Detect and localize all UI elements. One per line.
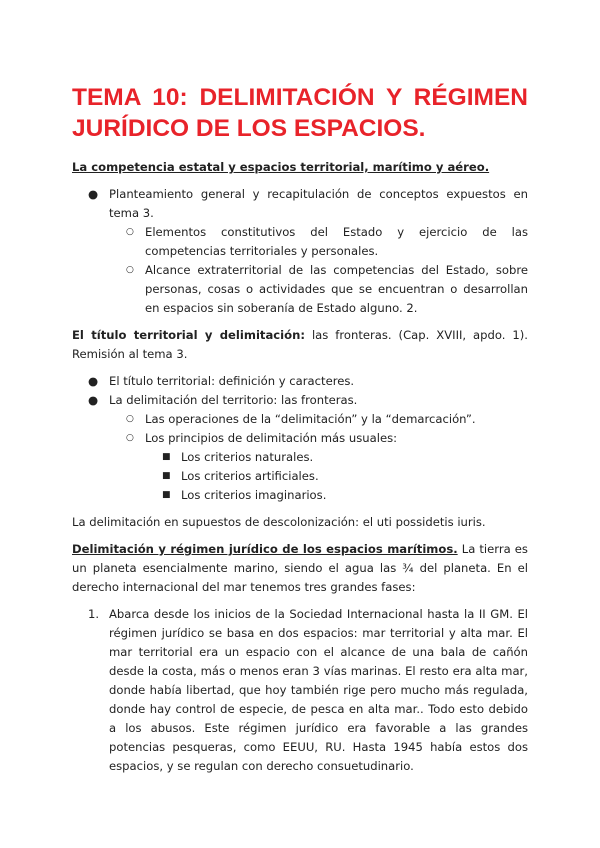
list-item: ○ Elementos constitutivos del Estado y ejercicio de las competencias territoriales y personales. — [126, 225, 528, 258]
list-item: ■ Los criterios imaginarios. — [145, 486, 528, 505]
square-bullet-icon: ■ — [162, 452, 171, 462]
section-heading: La competencia estatal y espacios territorial, marítimo y aéreo. — [72, 160, 490, 174]
list-item: ■ Los criterios artificiales. — [145, 467, 528, 486]
numbered-list — [72, 605, 528, 776]
paragraph: La delimitación en supuestos de descolonización: el uti possidetis iuris. — [72, 515, 486, 529]
circle-bullet-icon: ○ — [126, 433, 134, 443]
page-title: TEMA 10: DELIMITACIÓN Y RÉGIMEN JURÍDICO DE LOS ESPACIOS. — [72, 84, 528, 142]
bullet-icon: ● — [88, 187, 99, 201]
list-item: ■ Los criterios naturales. — [145, 448, 528, 467]
bullet-list — [72, 185, 528, 318]
circle-bullet-icon: ○ — [126, 414, 134, 424]
list-item: ○ Los principios de delimitación más usuales: ■ Los criterios naturales. ■ Los criterios artificiales. ■ Los criterios imaginarios. — [109, 429, 528, 505]
square-bullet-icon: ■ — [162, 471, 171, 481]
list-item: ● La delimitación del territorio: las fronteras. ○ Las operaciones de la “delimitación” y la “demarcación”. ○ Los principios de delimitación más usuales: ■ Los criterios naturales. ■ Los criterios artificiales. ■ Los criterios imaginarios. — [72, 391, 528, 505]
circle-bullet-icon: ○ — [126, 265, 134, 275]
list-item: ○ Alcance extraterritorial de las competencias del Estado, sobre personas, cosas o actividades que se encuentran o desarrollan en espacios sin soberanía de Estado alguno. 2. — [126, 263, 528, 315]
list-item: 1. Abarca desde los inicios de la Sociedad Internacional hasta la II GM. El régimen jurídico se basa en dos espacios: mar territorial y alta mar. El mar territorial era un espacio con el alcance de una bala de cañón desde la costa, más o menos eran 3 vías marinas. El resto era alta mar, donde había libertad, que hoy también rige pero mucho más regulada, donde hay control de especie, de pesca en alta mar.. Todo esto debido a los abusos. Este régimen jurídico era favorable a las grandes potencias pesqueras, como EEUU, RU. Hasta 1945 había estos dos espacios, y se regulan con derecho consuetudinario. — [88, 607, 528, 773]
list-item: ○ Las operaciones de la “delimitación” y la “demarcación”. — [109, 410, 528, 429]
document-page — [72, 82, 528, 784]
list-item: ● El título territorial: definición y caracteres. — [72, 372, 528, 391]
square-bullet-icon: ■ — [162, 490, 171, 500]
bullet-list — [72, 372, 528, 505]
bullet-icon: ● — [88, 374, 99, 388]
circle-bullet-icon: ○ — [126, 227, 134, 237]
bullet-icon: ● — [88, 393, 99, 407]
list-item: ● Planteamiento general y recapitulación de conceptos expuestos en tema 3. ○ Elementos constitutivos del Estado y ejercicio de las competencias territoriales y personales. ○ Alcance extraterritorial de las competencias del Estado, sobre personas, cosas o actividades que se encuentran o desarrollan en espacios sin soberanía de Estado alguno. 2. — [72, 185, 528, 318]
paragraph: Delimitación y régimen jurídico de los espacios marítimos. La tierra es un planeta esencialmente marino, siendo el agua las ¾ del planeta. En el derecho internacional del mar tenemos tres grandes fases: — [72, 542, 528, 594]
paragraph: El título territorial y delimitación: las fronteras. (Cap. XVIII, apdo. 1). Remisión al tema 3. — [72, 328, 528, 361]
